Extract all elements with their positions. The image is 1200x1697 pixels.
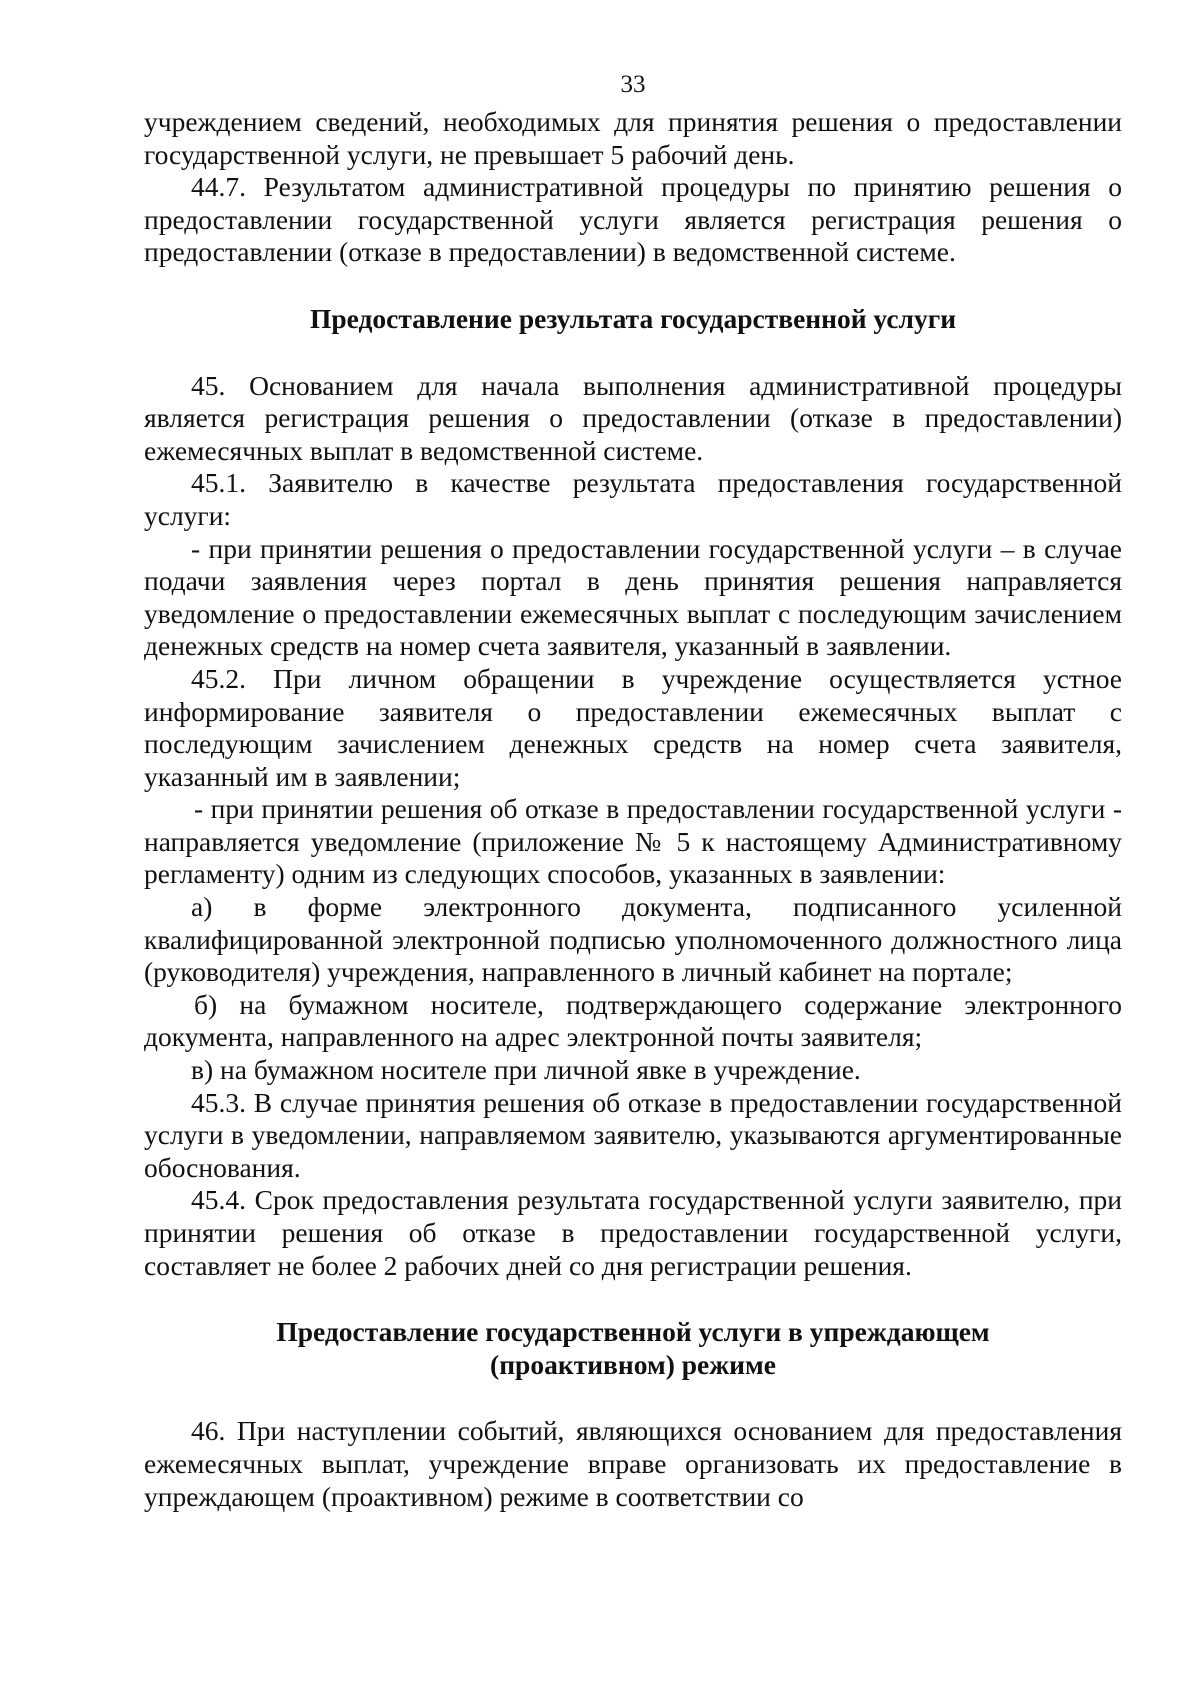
paragraph-46: 46. При наступлении событий, являющихся основанием для предоставления ежемесячных выплат, учреждение вправе организовать их предоставление в упреждающем (проактивном) режиме в соответствии со xyxy=(144,1415,1122,1512)
section-heading-result: Предоставление результата государственной услуги xyxy=(309,302,957,334)
paragraph-45-2: 45.2. При личном обращении в учреждение осуществляется устное информирование заявителя о предоставлении ежемесячных выплат с последующим зачислением денежных средств на номер счета заявителя, указанный им в заявлении; xyxy=(144,662,1122,792)
section-heading-proactive-line-2: (проактивном) режиме xyxy=(490,1348,776,1380)
paragraph-45-1-approval: - при принятии решения о предоставлении государственной услуги – в случае подачи заявления через портал в день принятия решения направляется уведомление о предоставлении ежемесячных выплат с последующим зачислением денежных средств на номер счета заявителя, указанный в заявлении. xyxy=(144,532,1122,662)
paragraph-44-7: 44.7. Результатом административной процедуры по принятию решения о предоставлении государственной услуги является регистрация решения о предоставлении (отказе в предоставлении) в ведомственной системе. xyxy=(144,171,1122,268)
section-heading-proactive-line-1: Предоставление государственной услуги в упреждающем xyxy=(276,1316,990,1348)
page-number: 33 xyxy=(620,71,646,98)
paragraph-45-4: 45.4. Срок предоставления результата государственной услуги заявителю, при принятии решения об отказе в предоставлении государственной услуги, составляет не более 2 рабочих дней со дня регистрации решения. xyxy=(144,1184,1122,1281)
paragraph-45-1: 45.1. Заявителю в качестве результата предоставления государственной услуги: xyxy=(144,467,1122,531)
paragraph-option-c: в) на бумажном носителе при личной явке в учреждение. xyxy=(191,1054,861,1086)
paragraph-option-b: б) на бумажном носителе, подтверждающего содержание электронного документа, направленного на адрес электронной почты заявителя; xyxy=(144,988,1122,1053)
document-page xyxy=(144,70,1122,1513)
paragraph-45: 45. Основанием для начала выполнения административной процедуры является регистрация решения о предоставлении (отказе в предоставлении) ежемесячных выплат в ведомственной системе. xyxy=(144,369,1122,466)
paragraph-option-a: а) в форме электронного документа, подписанного усиленной квалифицированной электронной подписью уполномоченного должностного лица (руководителя) учреждения, направленного в личный кабинет на портале; xyxy=(144,891,1122,988)
paragraph-45-3: 45.3. В случае принятия решения об отказе в предоставлении государственной услуги в уведомлении, направляемом заявителю, указываются аргументированные обоснования. xyxy=(144,1086,1122,1183)
paragraph-continuation: учреждением сведений, необходимых для принятия решения о предоставлении государственной услуги, не превышает 5 рабочий день. xyxy=(144,106,1122,170)
paragraph-45-2-refusal: - при принятии решения об отказе в предоставлении государственной услуги - направляется уведомление (приложение № 5 к настоящему Административному регламенту) одним из следующих способов, указанных в заявлении: xyxy=(144,793,1122,890)
